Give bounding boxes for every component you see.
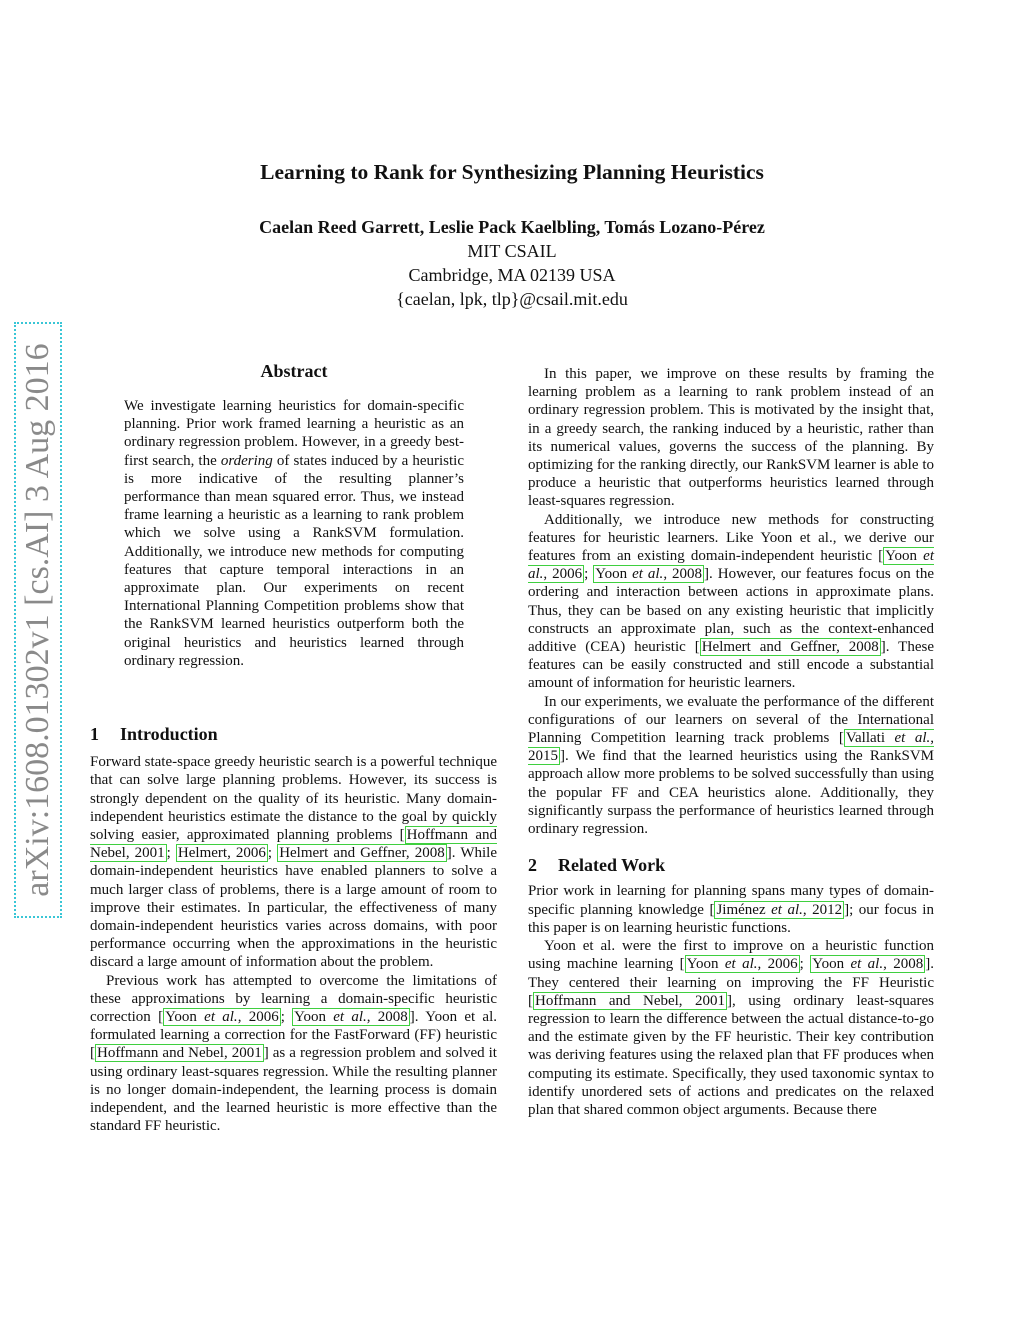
citation-link[interactable]: Yoon et al., 2008 (294, 1009, 408, 1026)
citation-link[interactable]: Helmert, 2006 (177, 845, 266, 862)
paper-authors: Caelan Reed Garrett, Leslie Pack Kaelbling, Tomás Lozano-Pérez (259, 217, 765, 237)
citation-link[interactable]: Yoon et al., 2006 (686, 956, 798, 973)
email: {caelan, lpk, tlp}@csail.mit.edu (396, 289, 628, 309)
right-paragraph-1: In this paper, we improve on these results by framing the learning problem as a learning to rank problem instead of an ordinary regression problem. This is motivated by the insight that, in a greedy search, the ranking induced by a heuristic, rather than its numerical values, governs the success of the planning. By optimizing for the ranking directly, our RankSVM learner is able to produce a heuristic that outperforms heuristics learned through least-squares regression. (528, 366, 934, 510)
citation-link[interactable]: Vallati et al., 2015 (528, 730, 935, 765)
related-paragraph-2: Yoon et al. were the first to improve on a heuristic function using machine learning [ Yoon et al., 2006 ; Yoon et al., 2008 ]. They centered their learning on improving the FF Heuristic [ Hoffmann and Nebel, 2001 ], using ordinary least-squares regression to learn the difference between the actual distance-to-go and the estimate given by the FF heuristic. Their key contribution was deriving features using the relaxed plan that FF produces when computing its estimate. Specifically, they used taxonomic syntax to identify unordered sets of actions and predicates on the relaxed plan that shared common object arguments. Because there (528, 938, 935, 1118)
citation-link[interactable]: Helmert and Geffner, 2008 (701, 639, 879, 656)
citation-link[interactable]: Hoffmann and Nebel, 2001 (97, 1045, 262, 1062)
citation-link[interactable]: Yoon et al., 2006 (165, 1009, 279, 1026)
related-paragraph-1: Prior work in learning for planning spans many types of domain-specific planning knowledge [ Jiménez et al., 2012 ]; our focus in this paper is on learning heuristic functions. (528, 883, 934, 936)
right-paragraph-3: In our experiments, we evaluate the performance of the different configurations of our learners on several of the International Planning Competition learning track problems [ Vallati et al., 2015 ]. We find that the learned heuristics using the RankSVM approach allow more problems to be solved successfully than using the popular FF and CEA heuristics alone. Additionally, they significantly surpass the performance of heuristics learned through ordinary regression. (528, 693, 935, 838)
citation-link[interactable]: Helmert and Geffner, 2008 (279, 845, 445, 862)
left-column (90, 725, 497, 1135)
abstract-emphasis: ordering (220, 452, 273, 469)
arxiv-id[interactable]: arXiv:1608.01302v1 [cs.AI] 3 Aug 2016 (14, 322, 62, 918)
intro-paragraph-2: Previous work has attempted to overcome the limitations of these approximations by learning a domain-specific heuristic correction [ Yoon et al., 2006 ; Yoon et al., 2008 ]. Yoon et al. formulated learning a correction for the FastForward (FF) heuristic [ Hoffmann and Nebel, 2001 ] as a regression problem and solved it using ordinary least-squares regression. While the resulting planner is no longer domain-independent, the learning process is domain independent, and the learned heuristic is more effective than the standard FF heuristic. (90, 972, 497, 1135)
paper-title: Learning to Rank for Synthesizing Planning Heuristics (260, 160, 764, 184)
citation-link[interactable]: Hoffmann and Nebel, 2001 (535, 992, 726, 1009)
abstract-heading: Abstract (260, 361, 328, 381)
right-column (528, 365, 934, 1119)
citation-link[interactable]: Yoon et al., 2006 (528, 548, 934, 583)
section-heading-introduction: 1 Introduction (90, 724, 218, 744)
affiliation: MIT CSAIL (467, 241, 557, 261)
citation-link[interactable]: Yoon et al., 2008 (595, 566, 703, 583)
right-paragraph-2: Additionally, we introduce new methods for constructing features for heuristic learners. Like Yoon et al., we derive our features from an existing domain-independent heuristic [ Yoon et al., 2006 ; Yoon et al., 2008 ]. However, our features focus on the ordering and interaction between actions in approximate plans. Thus, they can be based on any existing heuristic that implicitly constructs an approximate plan, such as the context-enhanced additive (CEA) heuristic [ Helmert and Geffner, 2008 ]. These features can be easily constructed and still encode a substantial amount of information for heuristic learners. (528, 511, 934, 692)
intro-paragraph-1: Forward state-space greedy heuristic search is a powerful technique that can solve large planning problems. However, its success is strongly dependent on the quality of its heuristic. Many domain-independent heuristics estimate the distance to the goal by quickly solving easier, approximated planning problems [ Hoffmann and Nebel, 2001 ; Helmert, 2006 ; Helmert and Geffner, 2008 ]. While domain-independent heuristics have enabled planners to solve a much larger class of problems, there is a large amount of room to improve their estimates. In particular, the effectiveness of many domain-independent heuristics varies across domains, with poor performance occurring when the approximations in the heuristic discard a large amount of information about the problem. (90, 754, 497, 971)
address: Cambridge, MA 02139 USA (408, 265, 616, 285)
citation-link[interactable]: Jiménez et al., 2012 (716, 901, 843, 918)
section-heading-related-work: 2 Related Work (528, 855, 666, 876)
citation-link[interactable]: Yoon et al., 2008 (812, 956, 924, 973)
citation-link[interactable]: Hoffmann and Nebel, 2001 (90, 827, 497, 862)
arxiv-stamp[interactable] (8, 330, 68, 910)
abstract-body: We investigate learning heuristics for domain-specific planning. Prior work framed learning a heuristic as an ordinary regression problem. However, in a greedy best-first search, the ordering of states induced by a heuristic is more indicative of the resulting planner’s performance than mean squared error. Thus, we instead frame learning a heuristic as a learning to rank problem which we solve using a RankSVM formulation. Additionally, we introduce new methods for computing features that capture temporal interactions in an approximate plan. Our experiments on recent International Planning Competition problems show that the RankSVM learned heuristics outperform both the original heuristics and heuristics learned through ordinary regression. (124, 398, 464, 669)
